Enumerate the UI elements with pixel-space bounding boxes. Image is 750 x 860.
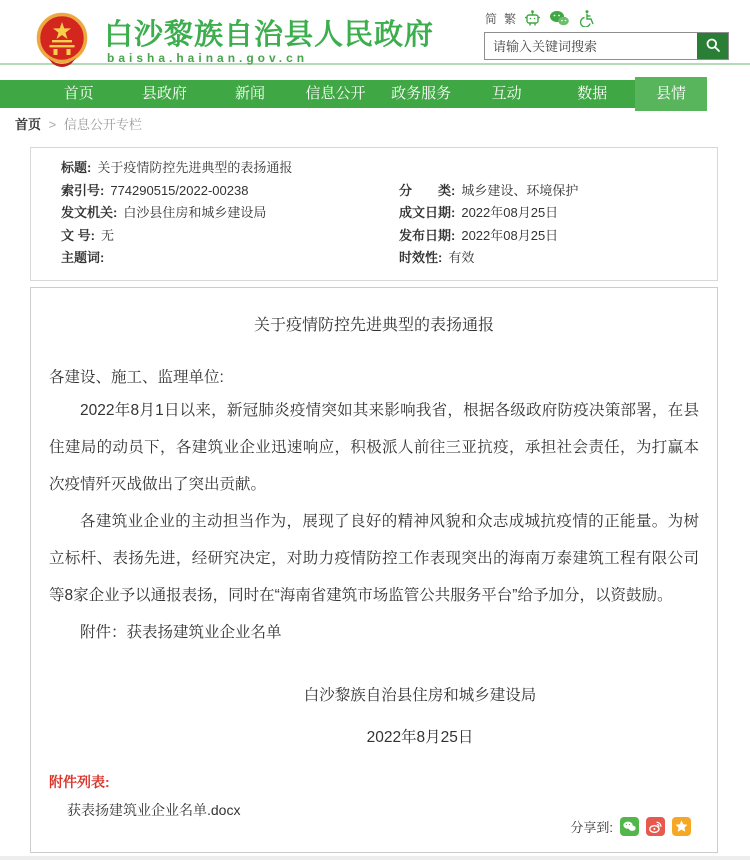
meta-row-title: [61, 157, 292, 180]
search-button[interactable]: [697, 33, 728, 59]
meta-column-right: [399, 180, 578, 270]
nav-item-data[interactable]: 数据: [577, 85, 608, 102]
meta-value: 774290515/2022-00238: [110, 182, 249, 198]
main-navigation: [0, 80, 707, 108]
attachment-section: [49, 772, 699, 820]
search-bar: [484, 32, 729, 60]
document-salutation: 各建设、施工、监理单位:: [49, 369, 224, 386]
signature-organization: 白沙黎族自治县住房和城乡建设局: [303, 687, 537, 704]
meta-value: 白沙县住房和城乡建设局: [123, 205, 267, 220]
national-emblem-icon: [30, 11, 94, 76]
document-attachment-note: 附件：获表扬建筑业企业名单: [80, 624, 282, 641]
meta-row-written-date: [399, 202, 578, 225]
meta-column-left: [61, 157, 292, 270]
meta-row-publish-date: [399, 225, 578, 248]
breadcrumb-home-link[interactable]: 首页: [15, 117, 42, 132]
share-wechat-icon[interactable]: [620, 817, 639, 836]
share-qzone-icon[interactable]: [672, 817, 691, 836]
site-logo[interactable]: [30, 10, 450, 70]
share-row: [570, 817, 691, 836]
document-title: 关于疫情防控先进典型的表扬通报: [253, 317, 494, 334]
document-paragraph: 各建筑业企业的主动担当作为，展现了良好的精神风貌和众志成城抗疫情的正能量。为树立标杆、表扬先进，经研究决定，对助力疫情防控工作表现突出的海南万泰建筑工程有限公司等8家企业予以通报表扬，同时在“海南省建筑市场监管公共服务平台”给予加分，以资鼓励。: [49, 513, 699, 604]
header-tools: [485, 9, 595, 27]
nav-item-county-government[interactable]: 县政府: [141, 85, 187, 102]
document-meta-box: [30, 147, 718, 281]
meta-label: 索引号:: [61, 182, 105, 198]
robot-assistant-icon[interactable]: [523, 9, 542, 27]
meta-value: 关于疫情防控先进典型的表扬通报: [97, 160, 293, 175]
nav-item-interaction[interactable]: 互动: [491, 85, 522, 102]
meta-label: 标题:: [61, 160, 92, 175]
meta-row-category: [399, 180, 578, 203]
meta-label: 文 号:: [61, 227, 95, 243]
nav-item-information-disclosure[interactable]: 信息公开: [305, 85, 366, 102]
document-paragraph: 2022年8月1日以来，新冠肺炎疫情突如其来影响我省，根据各级政府防疫决策部署，在县住建局的动员下，各建筑业企业迅速响应，积极派人前往三亚抗疫，承担社会责任，为打赢本次疫情歼灭战做出了突出贡献。: [49, 402, 699, 493]
meta-row-index-number: [61, 180, 292, 203]
meta-value: 有效: [448, 250, 475, 265]
site-url: baisha.hainan.gov.cn: [107, 51, 309, 65]
attachment-list-label: 附件列表:: [49, 774, 110, 790]
page-footer-strip: [0, 856, 750, 860]
search-input[interactable]: [485, 33, 697, 59]
meta-label: 主题词:: [61, 250, 105, 265]
nav-item-county-profile[interactable]: 县情: [635, 77, 707, 111]
accessibility-wheelchair-icon[interactable]: [577, 9, 595, 27]
breadcrumb-separator: >: [48, 117, 57, 132]
attachment-file-link[interactable]: 获表扬建筑业企业名单.docx: [67, 802, 241, 818]
meta-row-issuing-agency: [61, 202, 292, 225]
meta-label: 成文日期:: [399, 205, 456, 220]
wechat-bubbles-icon[interactable]: [549, 10, 570, 27]
nav-item-home[interactable]: 首页: [63, 85, 94, 102]
meta-value: 2022年08月25日: [461, 227, 559, 243]
share-weibo-icon[interactable]: [646, 817, 665, 836]
breadcrumb-current: 信息公开专栏: [63, 117, 142, 132]
meta-row-validity: [399, 247, 578, 270]
nav-item-government-services[interactable]: 政务服务: [391, 85, 452, 102]
breadcrumb: [15, 114, 142, 133]
meta-row-keywords: [61, 247, 292, 270]
document-signature: [49, 675, 699, 759]
meta-value: 城乡建设、环境保护: [461, 182, 579, 198]
meta-label: 分 类:: [399, 182, 456, 198]
search-icon: [705, 37, 721, 56]
site-title: 白沙黎族自治县人民政府: [104, 19, 435, 51]
signature-date: 2022年8月25日: [366, 729, 474, 746]
meta-value: 2022年08月25日: [461, 205, 559, 220]
meta-row-document-number: [61, 225, 292, 248]
lang-simplified-button[interactable]: 简: [485, 11, 498, 26]
meta-label: 时效性:: [399, 250, 443, 265]
lang-traditional-button[interactable]: 繁: [504, 11, 517, 26]
meta-label: 发布日期:: [399, 227, 456, 243]
nav-item-news[interactable]: 新闻: [234, 85, 265, 102]
meta-label: 发文机关:: [61, 205, 118, 220]
document-body: [30, 287, 718, 853]
share-label: 分享到:: [570, 820, 613, 835]
meta-value: 无: [100, 227, 114, 243]
